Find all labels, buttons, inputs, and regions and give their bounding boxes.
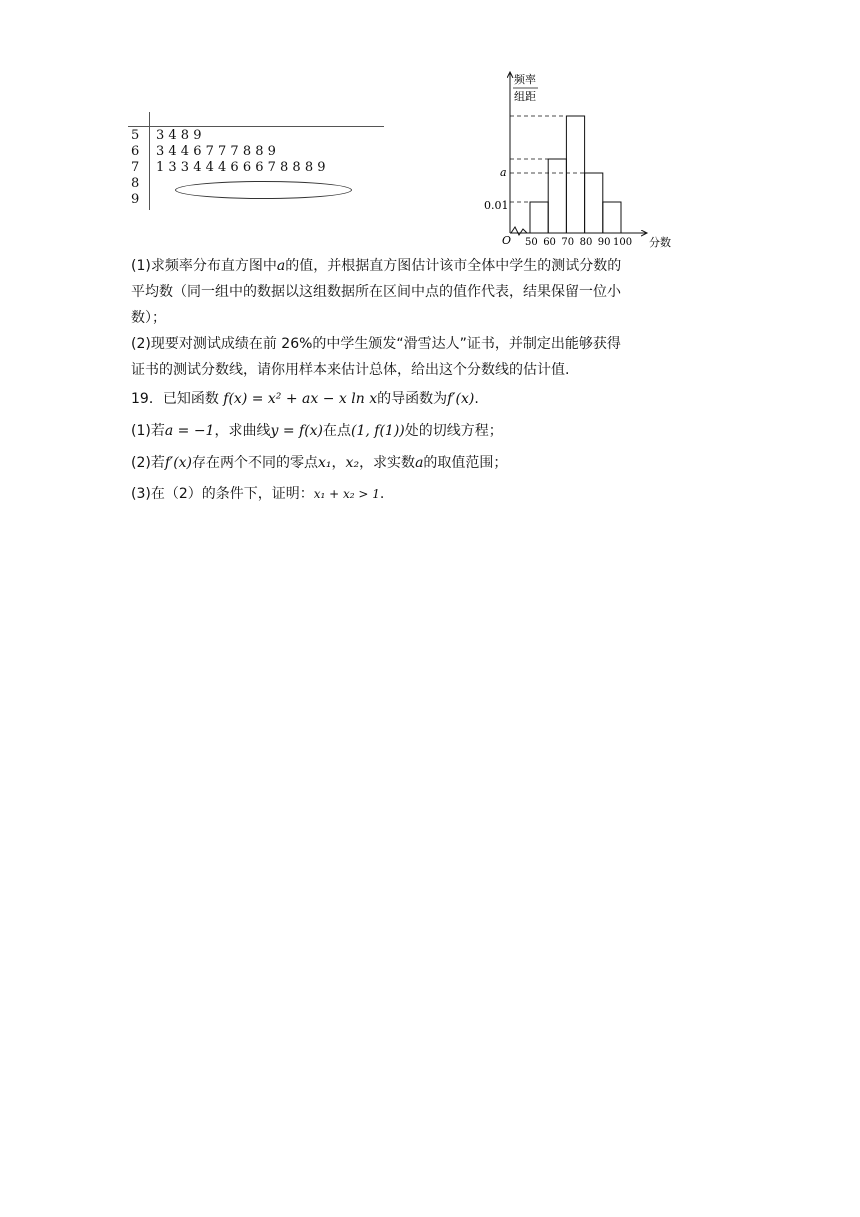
- q19-2-d: 的取值范围；: [423, 455, 508, 471]
- q19-function: f(x) = x² + ax − x ln x: [223, 391, 378, 407]
- question-19-part-1: [131, 418, 731, 444]
- leaves-5: 3 4 8 9: [156, 128, 202, 143]
- axis-break: [511, 227, 527, 235]
- stem-leaf-header-line: [128, 126, 384, 127]
- question-18-part-1: [131, 253, 731, 331]
- dashed-guides: [510, 116, 585, 202]
- q19-mid: 的导函数为: [377, 391, 448, 407]
- stem-7: 7: [131, 160, 140, 175]
- q19-1-c: 在点: [323, 423, 352, 439]
- q19-2-c: ，求实数: [359, 455, 416, 471]
- q19-2-deriv: f′(x): [164, 455, 193, 471]
- leaves-7: 1 3 3 4 4 4 6 6 6 7 8 8 8 9: [156, 160, 326, 175]
- q19-2-sep: ，: [331, 455, 346, 471]
- x-tick-60: 60: [543, 237, 556, 248]
- origin-label: O: [502, 234, 512, 247]
- q18-2-text-a: (2)现要对测试成绩在前 26%的中学生颁发“滑雪达人”证书，并制定出能够获得: [131, 336, 621, 352]
- q19-1-a: (1)若: [131, 423, 165, 439]
- q19-2-x1: x₁: [318, 455, 332, 471]
- q18-2-text-b: 证书的测试分数线，请你用样本来估计总体，给出这个分数线的估计值.: [131, 362, 570, 378]
- ytick-a: a: [500, 166, 507, 179]
- q19-derivative: f′(x): [447, 391, 475, 407]
- xlabel: 分数: [649, 236, 671, 249]
- q19-1-cond: a = −1: [164, 423, 215, 439]
- q19-3-ineq: x₁ + x₂ > 1: [313, 487, 380, 501]
- question-19-stem: [131, 386, 731, 412]
- q19-3-end: .: [379, 486, 385, 502]
- frequency-histogram: [484, 68, 680, 253]
- q19-2-x2: x₂: [345, 455, 360, 471]
- q18-1-text-a: (1)求频率分布直方图中: [131, 258, 277, 274]
- stem-8: 8: [131, 176, 140, 191]
- q19-2-a: (2)若: [131, 455, 165, 471]
- ytick-0.01: 0.01: [484, 199, 509, 212]
- ylabel-top: 频率: [514, 73, 536, 86]
- q19-1-d: 处的切线方程；: [404, 423, 503, 439]
- x-tick-80: 80: [579, 237, 593, 248]
- q19-number: 19．已知函数: [131, 391, 219, 407]
- q18-1-var-a: a: [276, 258, 286, 274]
- q19-2-b: 存在两个不同的零点: [192, 455, 319, 471]
- histogram-bars: [530, 116, 621, 233]
- ylabel-bottom: 组距: [514, 90, 536, 103]
- q18-1-text-b: 的值，并根据直方图估计该市全体中学生的测试分数的: [285, 258, 622, 274]
- q18-1-text-d: 数）；: [131, 310, 166, 326]
- q19-1-curve: y = f(x): [270, 423, 324, 439]
- stem-9: 9: [131, 192, 140, 207]
- x-tick-50: 50: [525, 237, 538, 248]
- x-tick-70: 70: [561, 237, 575, 248]
- question-19-part-3: [131, 481, 731, 507]
- histogram-bar-90-100: [603, 202, 621, 233]
- x-tick-100: 100: [613, 237, 633, 248]
- q19-3-a: (3)在（2）的条件下，证明：: [131, 486, 314, 502]
- histogram-bar-80-90: [585, 173, 603, 233]
- question-18-part-2: [131, 331, 731, 383]
- histogram-bar-50-60: [530, 202, 548, 233]
- x-tick-labels: [525, 237, 632, 248]
- question-19-part-2: [131, 450, 731, 476]
- q19-end: .: [474, 391, 479, 407]
- x-tick-90: 90: [597, 237, 611, 248]
- stem-leaf-divider: [149, 112, 150, 210]
- stem-6: 6: [131, 144, 140, 159]
- q19-1-b: ，求曲线: [214, 423, 271, 439]
- stem-5: 5: [131, 128, 140, 143]
- hidden-data-ellipse: [175, 181, 352, 199]
- histogram-bar-70-80: [566, 116, 584, 233]
- q18-1-text-c: 平均数（同一组中的数据以这组数据所在区间中点的值作代表，结果保留一位小: [131, 284, 621, 300]
- histogram-bar-60-70: [548, 159, 566, 233]
- leaves-6: 3 4 4 6 7 7 7 8 8 9: [156, 144, 276, 159]
- q19-1-point: (1, f(1)): [351, 423, 405, 439]
- q19-2-var: a: [415, 455, 424, 471]
